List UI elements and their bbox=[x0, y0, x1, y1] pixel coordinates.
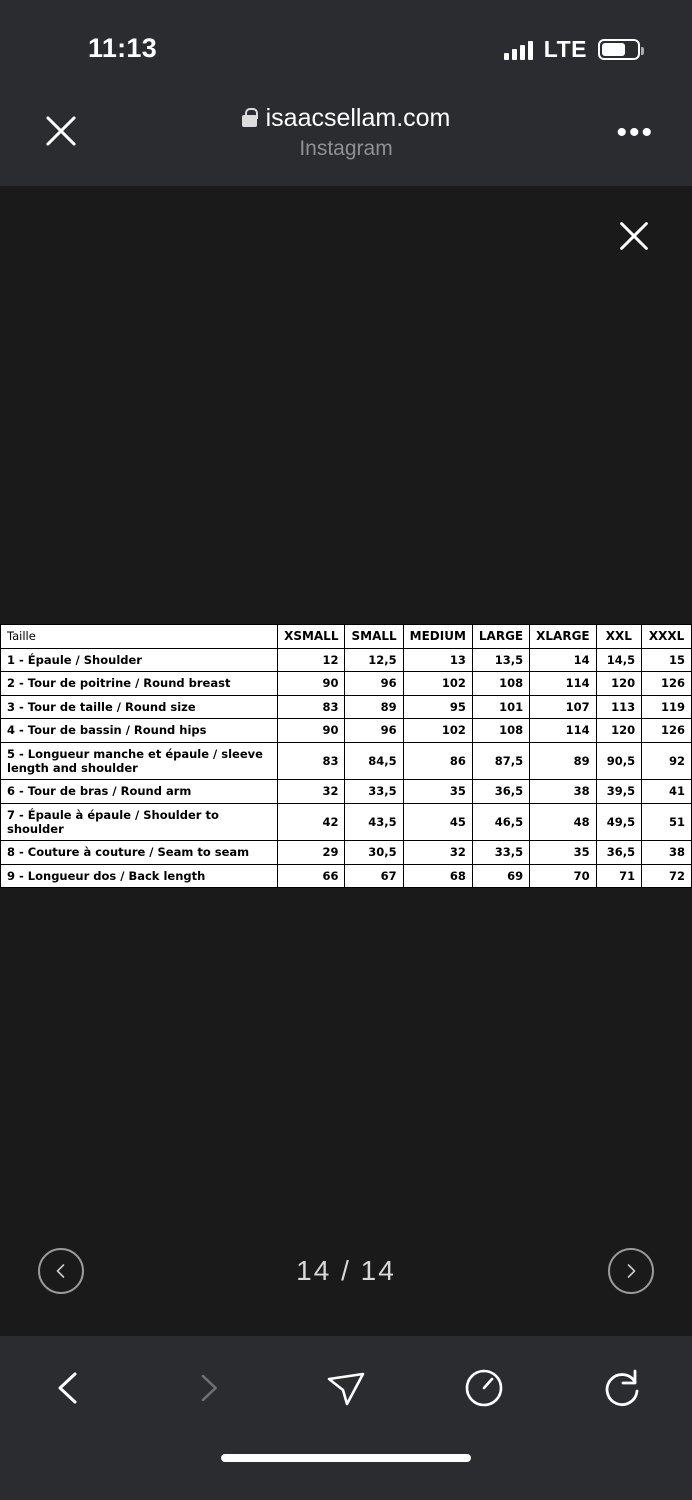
table-header-row bbox=[1, 625, 692, 649]
row-value: 14 bbox=[530, 649, 596, 672]
row-value: 36,5 bbox=[596, 841, 642, 864]
site-name: Instagram bbox=[299, 137, 393, 160]
row-label: 8 - Couture à couture / Seam to seam bbox=[1, 841, 278, 864]
row-value: 29 bbox=[278, 841, 345, 864]
network-label: LTE bbox=[543, 36, 587, 62]
home-indicator[interactable] bbox=[221, 1454, 471, 1462]
table-row bbox=[1, 841, 692, 864]
row-label: 9 - Longueur dos / Back length bbox=[1, 864, 278, 887]
row-value: 126 bbox=[642, 719, 692, 742]
row-value: 35 bbox=[403, 780, 472, 803]
row-value: 87,5 bbox=[472, 742, 529, 780]
table-header-cell: LARGE bbox=[472, 625, 529, 649]
row-value: 89 bbox=[530, 742, 596, 780]
chevron-right-icon bbox=[623, 1263, 639, 1279]
battery-icon bbox=[598, 39, 640, 60]
table-header-cell: XXL bbox=[596, 625, 642, 649]
table-row bbox=[1, 864, 692, 887]
url-text: isaacsellam.com bbox=[265, 104, 451, 132]
row-value: 45 bbox=[403, 803, 472, 841]
address-display bbox=[0, 104, 692, 161]
carousel-pager bbox=[0, 1248, 692, 1294]
home-indicator-area bbox=[0, 1440, 692, 1500]
row-value: 83 bbox=[278, 742, 345, 780]
chevron-right-icon bbox=[191, 1371, 225, 1405]
row-value: 13 bbox=[403, 649, 472, 672]
row-value: 92 bbox=[642, 742, 692, 780]
share-button[interactable] bbox=[314, 1356, 378, 1420]
row-value: 39,5 bbox=[596, 780, 642, 803]
row-value: 108 bbox=[472, 719, 529, 742]
row-value: 108 bbox=[472, 672, 529, 695]
close-browser-button[interactable] bbox=[38, 108, 84, 154]
row-value: 114 bbox=[530, 719, 596, 742]
row-label: 5 - Longueur manche et épaule / sleeve length and shoulder bbox=[1, 742, 278, 780]
page-content bbox=[0, 186, 692, 1336]
status-indicators bbox=[504, 36, 640, 63]
row-value: 114 bbox=[530, 672, 596, 695]
reload-button[interactable] bbox=[591, 1356, 655, 1420]
row-value: 13,5 bbox=[472, 649, 529, 672]
row-value: 119 bbox=[642, 695, 692, 718]
row-value: 126 bbox=[642, 672, 692, 695]
carousel-prev-button[interactable] bbox=[38, 1248, 84, 1294]
row-value: 120 bbox=[596, 672, 642, 695]
row-value: 120 bbox=[596, 719, 642, 742]
row-value: 32 bbox=[278, 780, 345, 803]
row-value: 38 bbox=[642, 841, 692, 864]
status-time: 11:13 bbox=[88, 33, 158, 63]
row-value: 36,5 bbox=[472, 780, 529, 803]
row-value: 113 bbox=[596, 695, 642, 718]
row-value: 96 bbox=[345, 719, 403, 742]
close-image-viewer-button[interactable] bbox=[612, 214, 656, 258]
row-value: 33,5 bbox=[345, 780, 403, 803]
table-header-cell: XSMALL bbox=[278, 625, 345, 649]
row-value: 43,5 bbox=[345, 803, 403, 841]
row-value: 83 bbox=[278, 695, 345, 718]
table-header-cell: Taille bbox=[1, 625, 278, 649]
table-row bbox=[1, 672, 692, 695]
row-value: 86 bbox=[403, 742, 472, 780]
row-value: 38 bbox=[530, 780, 596, 803]
row-value: 90 bbox=[278, 672, 345, 695]
row-value: 46,5 bbox=[472, 803, 529, 841]
table-row bbox=[1, 719, 692, 742]
chevron-left-icon bbox=[53, 1263, 69, 1279]
row-value: 102 bbox=[403, 672, 472, 695]
row-value: 68 bbox=[403, 864, 472, 887]
tabs-icon bbox=[463, 1367, 505, 1409]
tabs-button[interactable] bbox=[452, 1356, 516, 1420]
table-header-cell: SMALL bbox=[345, 625, 403, 649]
forward-button[interactable] bbox=[176, 1356, 240, 1420]
row-value: 67 bbox=[345, 864, 403, 887]
back-button[interactable] bbox=[37, 1356, 101, 1420]
row-value: 90,5 bbox=[596, 742, 642, 780]
row-value: 71 bbox=[596, 864, 642, 887]
row-label: 1 - Épaule / Shoulder bbox=[1, 649, 278, 672]
chevron-left-icon bbox=[49, 1368, 89, 1408]
row-value: 72 bbox=[642, 864, 692, 887]
table-header-cell: XXXL bbox=[642, 625, 692, 649]
row-value: 48 bbox=[530, 803, 596, 841]
row-value: 107 bbox=[530, 695, 596, 718]
row-value: 49,5 bbox=[596, 803, 642, 841]
row-label: 6 - Tour de bras / Round arm bbox=[1, 780, 278, 803]
row-value: 14,5 bbox=[596, 649, 642, 672]
more-options-icon[interactable]: ••• bbox=[616, 116, 654, 149]
row-value: 69 bbox=[472, 864, 529, 887]
row-value: 89 bbox=[345, 695, 403, 718]
row-value: 95 bbox=[403, 695, 472, 718]
row-value: 15 bbox=[642, 649, 692, 672]
share-icon bbox=[325, 1367, 367, 1409]
table-header-cell: MEDIUM bbox=[403, 625, 472, 649]
carousel-counter: 14 / 14 bbox=[296, 1255, 396, 1286]
row-value: 41 bbox=[642, 780, 692, 803]
row-value: 35 bbox=[530, 841, 596, 864]
carousel-next-button[interactable] bbox=[608, 1248, 654, 1294]
table-row bbox=[1, 803, 692, 841]
table-row bbox=[1, 695, 692, 718]
row-value: 70 bbox=[530, 864, 596, 887]
row-value: 12,5 bbox=[345, 649, 403, 672]
row-value: 32 bbox=[403, 841, 472, 864]
table-row bbox=[1, 742, 692, 780]
table-header-cell: XLARGE bbox=[530, 625, 596, 649]
table-row bbox=[1, 649, 692, 672]
browser-bar bbox=[0, 96, 692, 186]
cellular-bars-icon bbox=[504, 40, 533, 60]
row-label: 2 - Tour de poitrine / Round breast bbox=[1, 672, 278, 695]
reload-icon bbox=[602, 1367, 644, 1409]
row-label: 7 - Épaule à épaule / Shoulder to shoulder bbox=[1, 803, 278, 841]
row-value: 101 bbox=[472, 695, 529, 718]
table-row bbox=[1, 780, 692, 803]
row-value: 102 bbox=[403, 719, 472, 742]
row-value: 51 bbox=[642, 803, 692, 841]
browser-toolbar bbox=[0, 1336, 692, 1440]
row-label: 3 - Tour de taille / Round size bbox=[1, 695, 278, 718]
size-chart bbox=[0, 624, 692, 888]
row-value: 66 bbox=[278, 864, 345, 887]
row-value: 33,5 bbox=[472, 841, 529, 864]
row-value: 84,5 bbox=[345, 742, 403, 780]
row-value: 12 bbox=[278, 649, 345, 672]
row-value: 96 bbox=[345, 672, 403, 695]
row-value: 30,5 bbox=[345, 841, 403, 864]
row-value: 90 bbox=[278, 719, 345, 742]
lock-icon bbox=[242, 115, 257, 127]
status-bar bbox=[0, 0, 692, 96]
size-table bbox=[0, 624, 692, 888]
row-value: 42 bbox=[278, 803, 345, 841]
row-label: 4 - Tour de bassin / Round hips bbox=[1, 719, 278, 742]
